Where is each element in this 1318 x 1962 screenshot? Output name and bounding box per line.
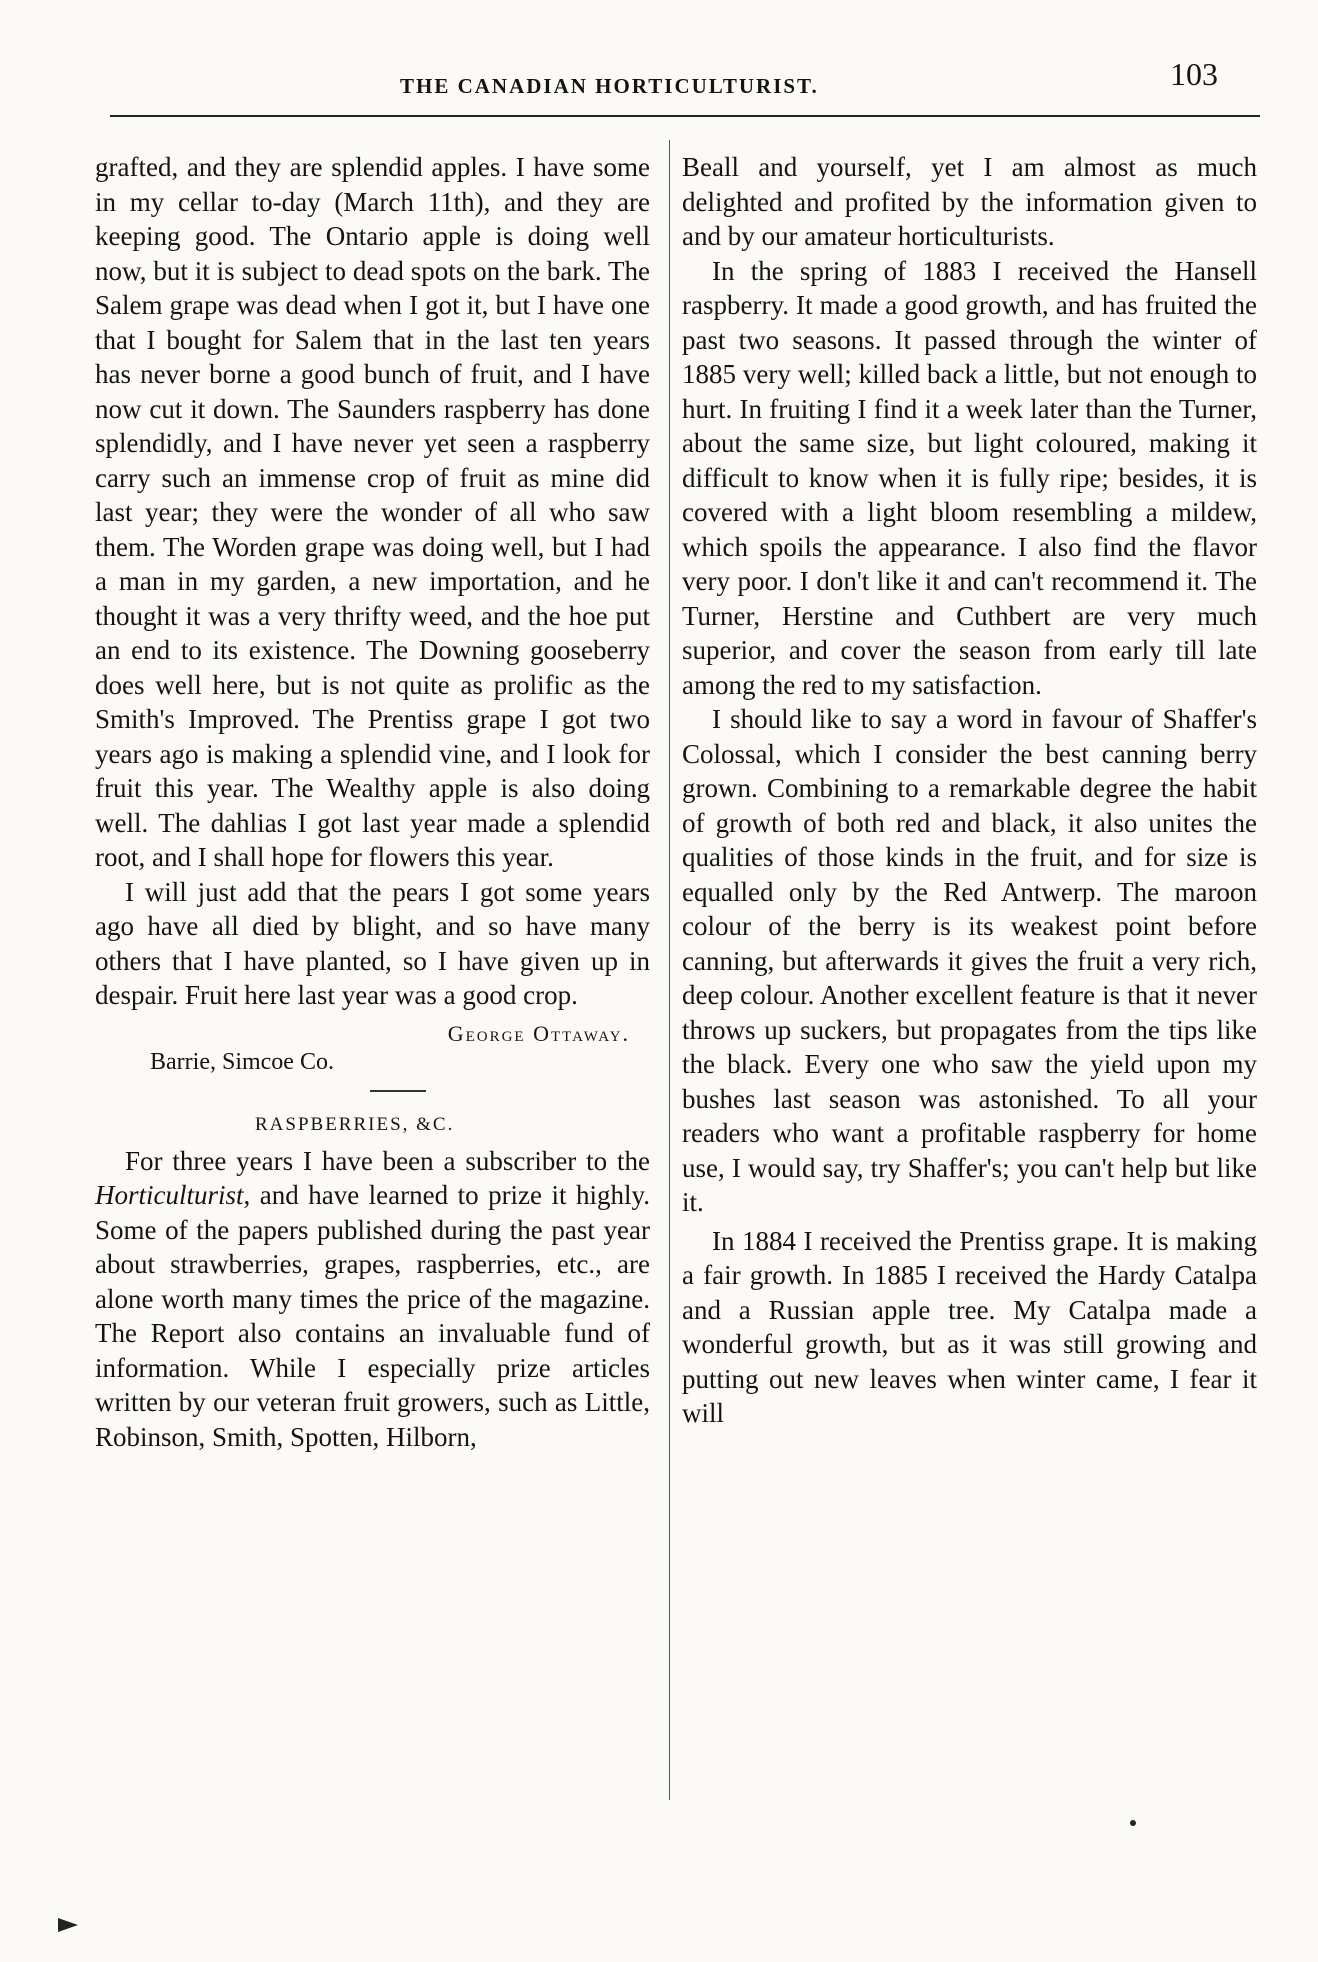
paragraph: I should like to say a word in favour of Shaffer's Colossal, which I consider the best canning berry grown. Combining to a remarkable degree the habit of growth of both red and black, it also unites the qualities of those kinds in the fruit, and for size is equalled only by the Red Antwerp. The maroon colour of the berry is its weakest point before canning, but afterwards it gives the fruit a very rich, deep colour. Another excellent feature is that it never throws up suckers, but propagates from the tips like the black. Every one who saw the yield upon my bushes last season was astonished. To all your readers who want a profitable raspberry for home use, I would say, try Shaffer's; you can't help but like it. (682, 704, 1257, 1217)
right-column (682, 150, 1257, 1431)
left-column (95, 150, 650, 1454)
paragraph: I will just add that the pears I got some years ago have all died by blight, and so have many others that I have planted, so I have given up in despair. Fruit here last year was a good crop. (95, 876, 650, 1010)
journal-title: Horticulturist (95, 1180, 244, 1210)
page-number: 103 (1170, 56, 1218, 92)
corner-arrow-mark (58, 1918, 78, 1932)
paragraph: grafted, and they are splendid apples. I have some in my cellar to-day (March 11th), and they are keeping good. The Ontario apple is doing well now, but it is subject to dead spots on the bark. The Salem grape was dead when I got it, but I have one that I bought for Salem that in the last ten years has never borne a good bunch of fruit, and I have now cut it down. The Saunders raspberry has done splendidly, and I have never yet seen a raspberry carry such an immense crop of fruit as mine did last year; they were the wonder of all who saw them. The Worden grape was doing well, but I had a man in my garden, a new importation, and he thought it was a very thrifty weed, and the hoe put an end to its existence. The Downing gooseberry does well here, but is not quite as prolific as the Smith's Improved. The Prentiss grape I got two years ago is making a splendid vine, and I look for fruit this year. The Wealthy apple is also doing well. The dahlias I got last year made a splendid root, and I shall hope for flowers this year. (95, 152, 650, 872)
paragraph (95, 1144, 650, 1455)
print-dot (1130, 1820, 1136, 1826)
section-divider (370, 1090, 426, 1092)
header-rule (110, 115, 1260, 117)
paragraph: Beall and yourself, yet I am almost as much delighted and profited by the information given to and by our amateur horticulturists. (682, 152, 1257, 251)
author-location: Barrie, Simcoe Co. (150, 1048, 334, 1075)
text-run: For three years I have been a subscriber to the (125, 1145, 650, 1176)
running-title: THE CANADIAN HORTICULTURIST. (400, 74, 819, 98)
section-title: RASPBERRIES, &C. (255, 1113, 455, 1135)
author-signature: George Ottaway. (447, 1020, 630, 1046)
column-divider (669, 140, 670, 1800)
text-run: , and have learned to prize it highly. Some of the papers published during the past year about strawberries, grapes, raspberries, etc., are alone worth many times the price of the magazine. The Report also contains an invaluable fund of information. While I especially prize articles written by our veteran fruit growers, such as Little, Robinson, Smith, Spotten, Hilborn, (95, 1180, 650, 1452)
paragraph: In the spring of 1883 I received the Hansell raspberry. It made a good growth, and has fruited the past two seasons. It passed through the winter of 1885 very well; killed back a little, but not enough to hurt. In fruiting I find it a week later than the Turner, about the same size, but light coloured, making it difficult to know when it is fully ripe; besides, it is covered with a light bloom resembling a mildew, which spoils the appearance. I also find the flavor very poor. I don't like it and can't recommend it. The Turner, Herstine and Cuthbert are very much superior, and cover the season from early till late among the red to my satisfaction. (682, 255, 1257, 700)
page-header (110, 52, 1230, 112)
paragraph: In 1884 I received the Prentiss grape. It is making a fair growth. In 1885 I received the Hardy Catalpa and a Russian apple tree. My Catalpa made a wonderful growth, but as it was still growing and putting out new leaves when winter came, I fear it will (682, 1225, 1257, 1428)
